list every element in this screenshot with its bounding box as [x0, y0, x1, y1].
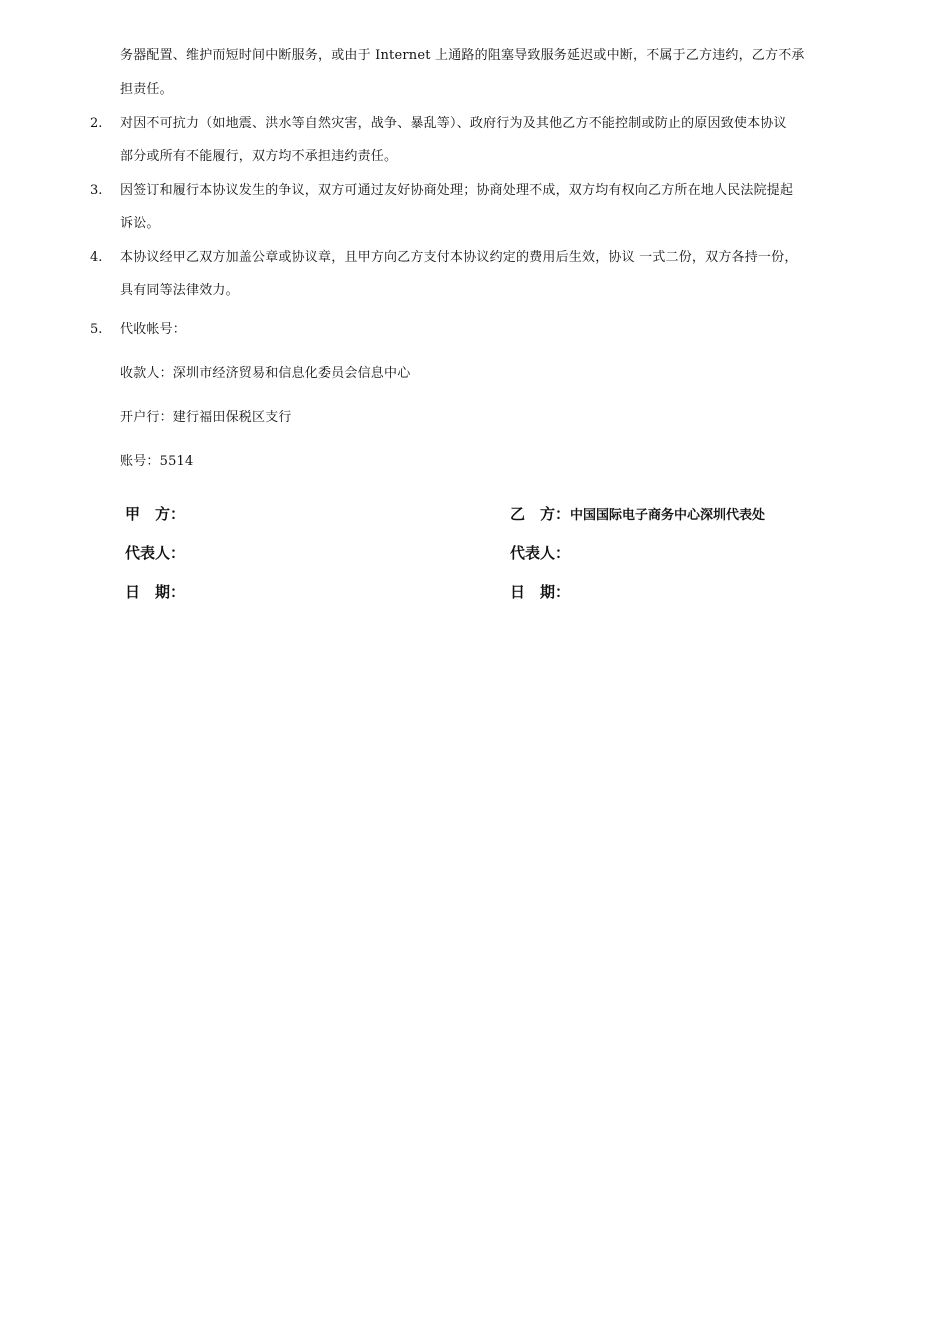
party-b-date-label: 日 期： — [510, 583, 571, 601]
item-2-line-2: 部分或所有不能履行，双方均不承担违约责任。 — [120, 149, 398, 164]
party-b-label: 乙 方： — [510, 505, 571, 523]
party-a-date-label: 日 期： — [125, 583, 186, 601]
item-4-line-2: 具有同等法律效力。 — [120, 283, 239, 298]
party-b-representative-label: 代表人： — [510, 544, 571, 562]
party-b-row — [510, 504, 765, 526]
item-2-line-1: 对因不可抗力（如地震、洪水等自然灾害，战争、暴乱等）、政府行为及其他乙方不能控制或防止的原因致使本协议 — [120, 116, 787, 131]
item-4-number: 4. — [90, 250, 103, 265]
item-3-line-1: 因签订和履行本协议发生的争议，双方可通过友好协商处理；协商处理不成，双方均有权向乙方所在地人民法院提起 — [120, 183, 794, 198]
item-5-line-1: 代收帐号： — [120, 322, 187, 337]
account-payee: 收款人：深圳市经济贸易和信息化委员会信息中心 — [120, 366, 411, 381]
item-3-number: 3. — [90, 183, 103, 198]
party-a-label: 甲 方： — [125, 505, 186, 523]
party-b-value: 中国国际电子商务中心深圳代表处 — [570, 508, 766, 523]
item-3-line-2: 诉讼。 — [120, 216, 160, 231]
party-a-representative-label: 代表人： — [125, 544, 186, 562]
item-4-line-1: 本协议经甲乙双方加盖公章或协议章，且甲方向乙方支付本协议约定的费用后生效，协议 一式二份，双方各持一份， — [120, 250, 798, 265]
party-a-row — [125, 504, 185, 526]
item-2-number: 2. — [90, 116, 103, 131]
account-bank: 开户行：建行福田保税区支行 — [120, 410, 292, 425]
continuation-line-2: 担责任。 — [120, 82, 173, 97]
account-number: 账号：5514 — [120, 454, 194, 469]
continuation-line-1: 务器配置、维护而短时间中断服务，或由于 Internet 上通路的阻塞导致服务延迟或中断，不属于乙方违约，乙方不承 — [120, 48, 805, 63]
item-5-number: 5. — [90, 322, 103, 337]
